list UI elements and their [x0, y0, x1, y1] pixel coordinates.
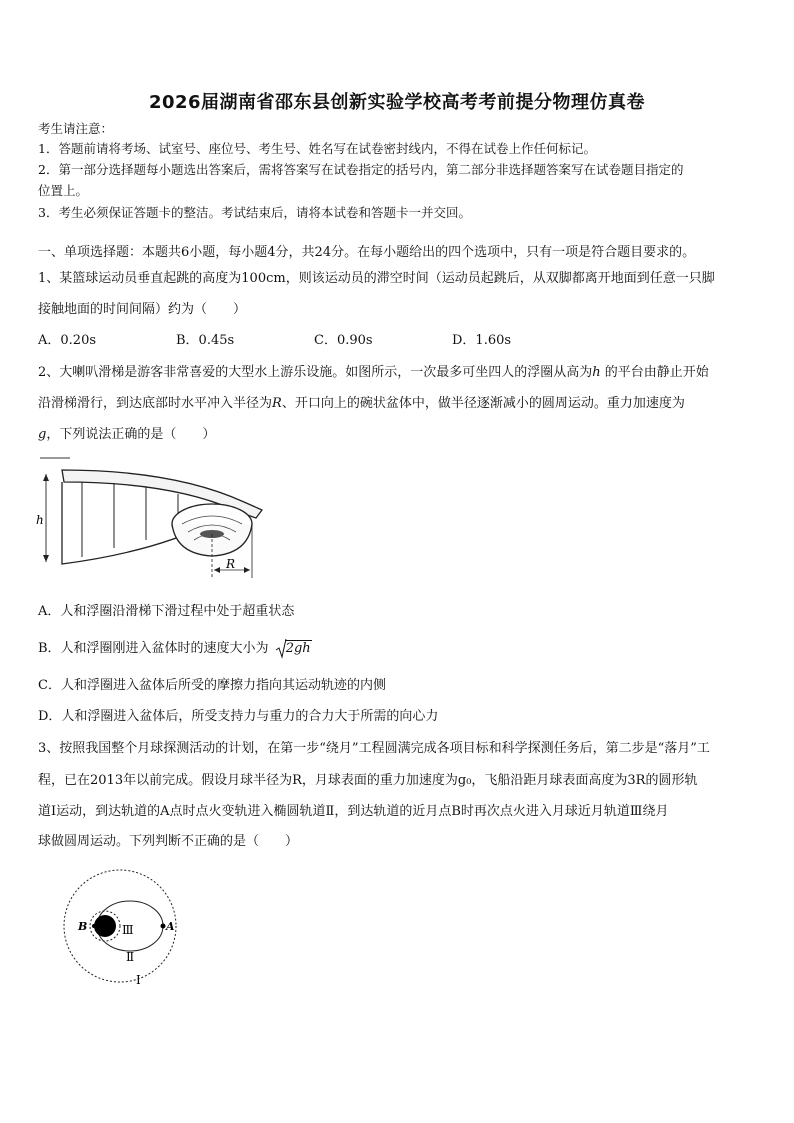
notice-item-2-cont: 位置上。	[38, 183, 89, 198]
q1-option-b: B．0.45s	[176, 333, 235, 348]
figure-label-h: h	[36, 513, 44, 527]
q1-option-c: C．0.90s	[314, 333, 373, 348]
q2-var-h: h	[592, 365, 601, 380]
label-a: A	[166, 920, 175, 933]
q2-text: 沿滑梯滑行，到达底部时水平冲入半径为	[38, 396, 273, 411]
q2-option-d: D．人和浮圈进入盆体后，所受支持力与重力的合力大于所需的向心力	[38, 709, 439, 724]
q3-stem-line3: 道Ⅰ运动，到达轨道的A点时点火变轨进入椭圆轨道Ⅱ，到达轨道的近月点B时再次点火进入月球近月轨道Ⅲ绕月	[38, 804, 669, 819]
q2-text: 、开口向上的碗状盆体中，做半径逐渐减小的圆周运动。重力加速度为	[281, 396, 685, 411]
q3-stem-line4: 球做圆周运动。下列判断不正确的是（ ）	[38, 834, 299, 849]
sqrt-expression	[275, 640, 312, 658]
q2-option-b-text: B．人和浮圈刚进入盆体时的速度大小为	[38, 641, 269, 656]
q2-var-r: R	[272, 396, 282, 411]
orbit-figure	[40, 860, 200, 990]
height-arrowhead	[43, 474, 49, 481]
q2-stem-line3	[38, 426, 215, 444]
point-a	[161, 924, 166, 929]
label-orbit-i: Ⅰ	[136, 973, 141, 987]
label-orbit-ii: Ⅱ	[126, 950, 135, 964]
label-b: B	[78, 920, 88, 933]
q1-stem-line1: 1、某篮球运动员垂直起跳的高度为100cm，则该运动员的滞空时间（运动员起跳后，从双脚都离开地面到任意一只脚	[38, 271, 715, 286]
figure-label-r: R	[226, 557, 236, 571]
q1-stem-line2: 接触地面的时间间隔）约为（ ）	[38, 302, 247, 317]
height-arrowhead	[43, 555, 49, 562]
label-orbit-iii: Ⅲ	[122, 923, 134, 937]
q2-text: 的平台由静止开始	[604, 365, 709, 380]
radius-arrowhead	[244, 567, 250, 573]
q3-stem-line1: 3、按照我国整个月球探测活动的计划，在第一步“绕月”工程圆满完成各项目标和科学探测任务后，第二步是“落月”工	[38, 741, 710, 756]
q2-stem-line1	[38, 364, 709, 382]
notice-heading: 考生请注意：	[38, 121, 114, 136]
q2-option-b	[38, 640, 312, 658]
q3-stem-line2: 程，已在2013年以前完成。假设月球半径为R，月球表面的重力加速度为g₀，飞船沿距月球表面高度为3R的圆形轨	[38, 773, 698, 788]
notice-item-1: 1．答题前请将考场、试室号、座位号、考生号、姓名写在试卷密封线内，不得在试卷上作任何标记。	[38, 141, 596, 156]
q2-text: ，下列说法正确的是（ ）	[46, 427, 216, 442]
sqrt-radicand: 2gh	[285, 641, 311, 656]
q1-option-a: A．0.20s	[38, 333, 97, 348]
q2-stem-line2	[38, 395, 685, 413]
page-title: 2026届湖南省邵东县创新实验学校高考考前提分物理仿真卷	[148, 92, 646, 113]
q2-option-c: C．人和浮圈进入盆体后所受的摩擦力指向其运动轨迹的内侧	[38, 678, 386, 693]
q2-option-a: A．人和浮圈沿滑梯下滑过程中处于超重状态	[38, 604, 295, 619]
q2-var-g: g	[38, 427, 47, 442]
q1-option-d: D．1.60s	[452, 333, 512, 348]
sqrt-sign	[275, 638, 287, 660]
radius-arrowhead	[214, 567, 220, 573]
notice-item-3: 3．考生必须保证答题卡的整洁。考试结束后，请将本试卷和答题卡一并交回。	[38, 205, 471, 220]
moon	[94, 915, 116, 937]
notice-item-2: 2．第一部分选择题每小题选出答案后，需将答案写在试卷指定的括号内，第二部分非选择题答案写在试卷题目指定的	[38, 162, 684, 177]
q2-text: 2、大喇叭滑梯是游客非常喜爱的大型水上游乐设施。如图所示，一次最多可坐四人的浮圈从高为	[38, 365, 593, 380]
point-b	[92, 924, 96, 928]
slide-figure	[34, 452, 264, 582]
section-heading: 一、单项选择题：本题共6小题，每小题4分，共24分。在每小题给出的四个选项中，只有一项是符合题目要求的。	[38, 245, 696, 260]
